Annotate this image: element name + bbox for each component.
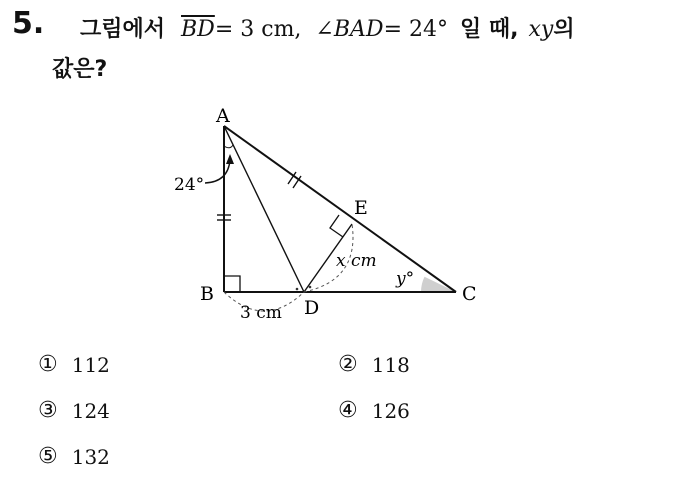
- choice-5-value: 132: [71, 444, 110, 469]
- choice-1[interactable]: [38, 352, 110, 377]
- choice-3-value: 124: [71, 398, 110, 423]
- choice-5[interactable]: [38, 444, 110, 469]
- label-e: E: [354, 197, 368, 219]
- choice-3-mark: ③: [38, 398, 58, 423]
- label-bd-length: 3 cm: [240, 303, 282, 323]
- choice-4[interactable]: [338, 398, 410, 423]
- angle-bad: BAD: [333, 17, 384, 42]
- question-text-part3: 의: [553, 17, 575, 42]
- label-a: A: [216, 105, 230, 127]
- choice-2-mark: ②: [338, 352, 358, 377]
- choice-4-value: 126: [371, 398, 410, 423]
- right-angle-e: [330, 215, 343, 237]
- choice-1-mark: ①: [38, 352, 58, 377]
- right-angle-b: [224, 276, 240, 292]
- dot-mark-2: [309, 286, 312, 289]
- label-b: B: [200, 283, 214, 305]
- label-de-length: x cm: [336, 251, 377, 271]
- question-number: 5.: [12, 6, 45, 41]
- segment-bd-value: = 3 cm,: [214, 17, 302, 42]
- label-c: C: [462, 283, 477, 305]
- choice-3[interactable]: [38, 398, 110, 423]
- choice-4-mark: ④: [338, 398, 358, 423]
- choice-2-value: 118: [371, 352, 410, 377]
- dot-mark-1: [296, 288, 299, 291]
- label-d: D: [304, 297, 320, 319]
- choice-1-value: 112: [71, 352, 110, 377]
- question-text-line2: 값은?: [52, 57, 108, 82]
- question-text-part2: 일 때,: [459, 17, 519, 42]
- choice-2[interactable]: [338, 352, 410, 377]
- variable-xy: xy: [528, 17, 554, 42]
- angle-a-arrowhead: [226, 154, 234, 164]
- label-angle-y: y°: [396, 269, 415, 289]
- question-text-part1: 그림에서: [80, 17, 166, 42]
- label-angle-a: 24°: [174, 175, 205, 195]
- segment-bd: $\overline{BD}$: [181, 17, 215, 42]
- angle-a-arc: [224, 145, 233, 148]
- angle-bad-value: = 24°: [383, 17, 448, 42]
- segment-ad: [224, 126, 304, 292]
- angle-symbol: ∠: [315, 17, 334, 42]
- choice-5-mark: ⑤: [38, 444, 58, 469]
